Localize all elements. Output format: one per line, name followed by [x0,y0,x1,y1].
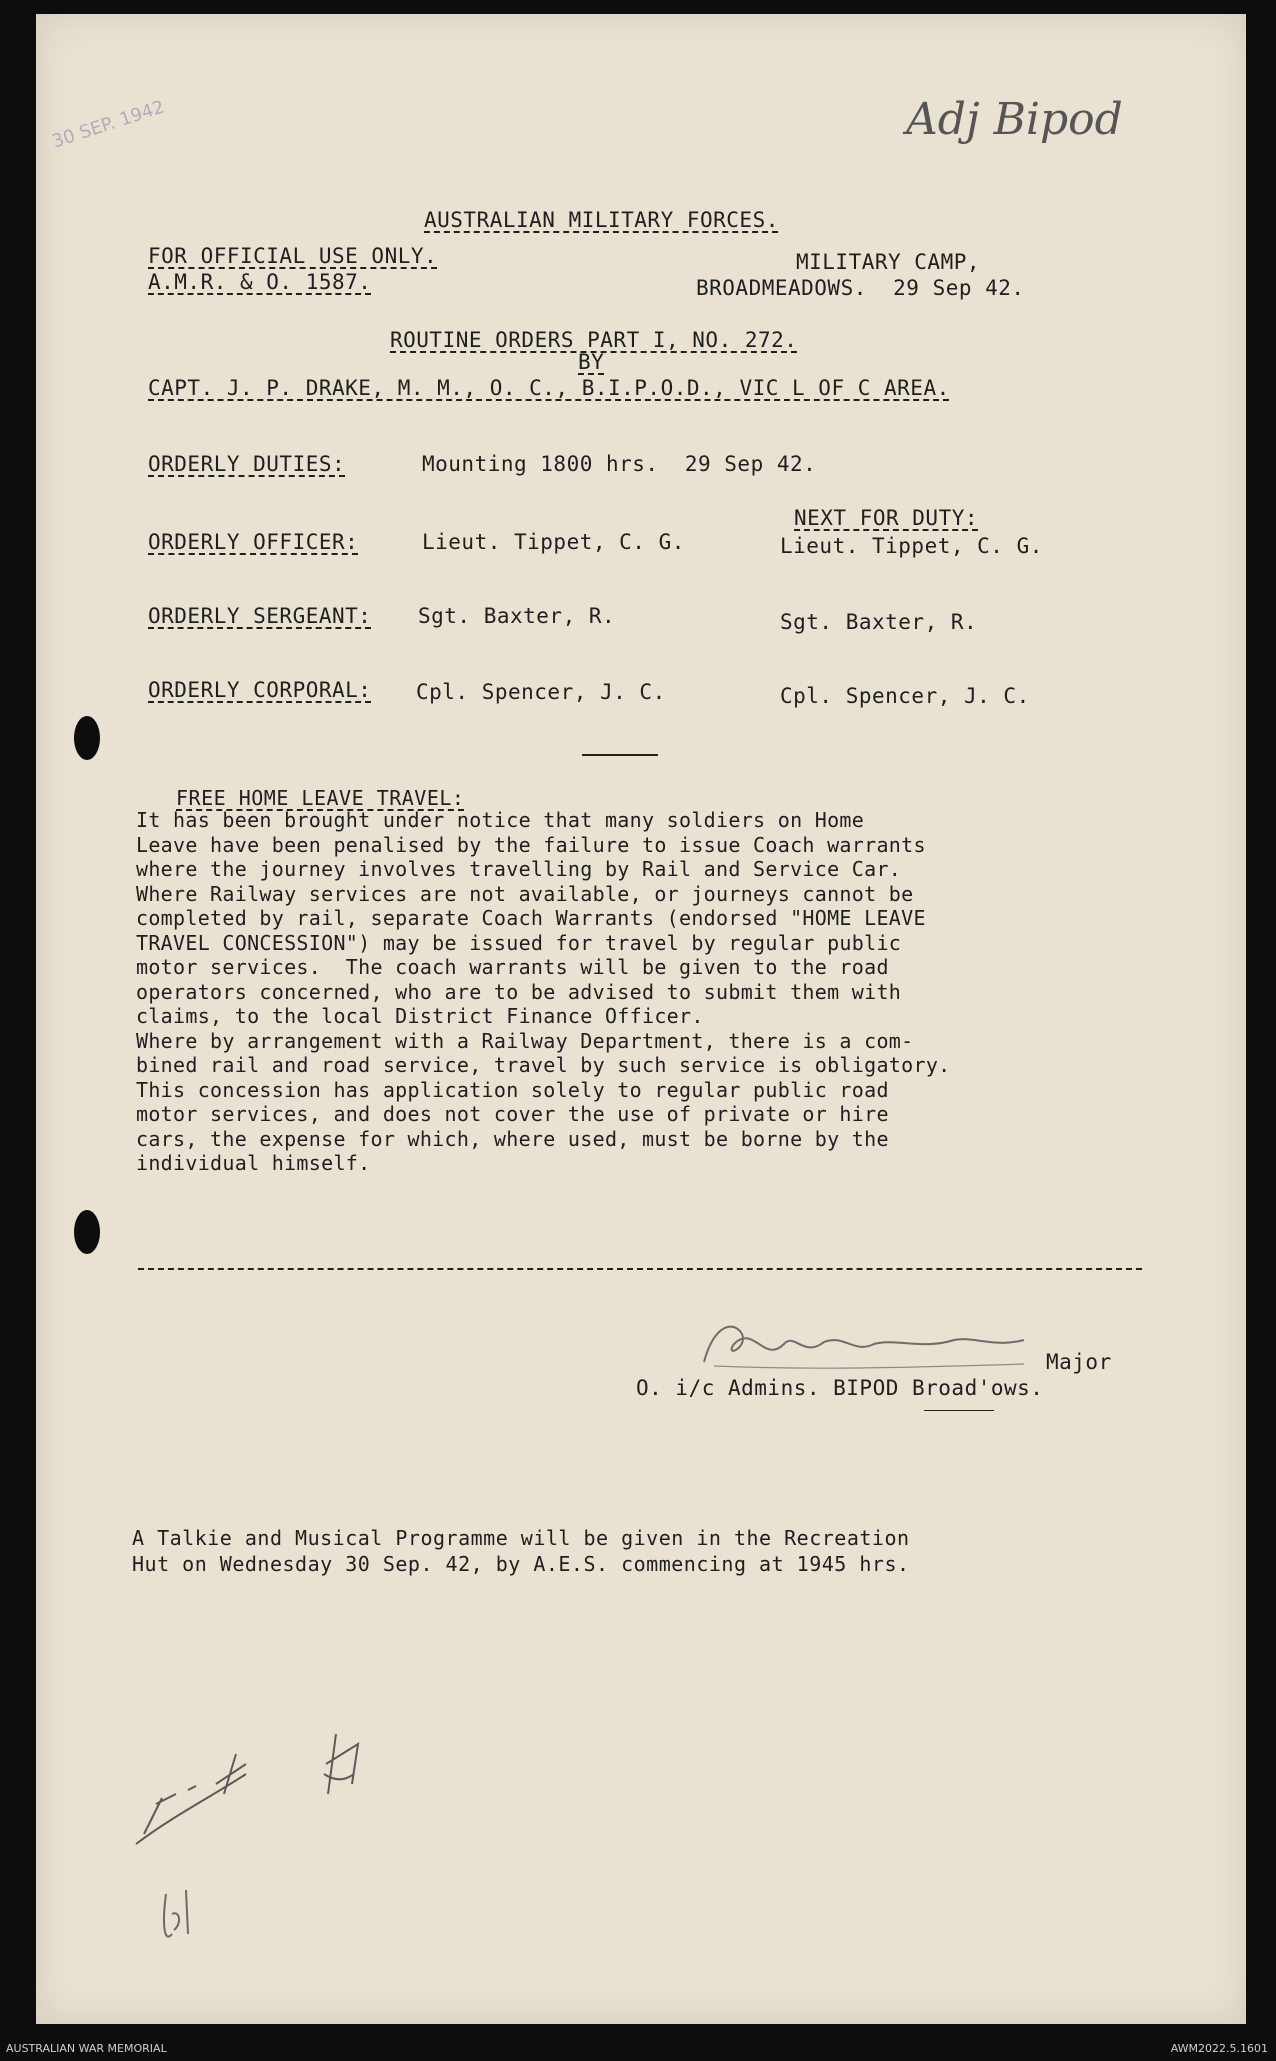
signature-title: O. i/c Admins. BIPOD Broad'ows. [636,1376,1044,1400]
duties-mounting: Mounting 1800 hrs. 29 Sep 42. [422,452,817,476]
travel-heading: FREE HOME LEAVE TRAVEL: [176,786,465,810]
orders-title: ROUTINE ORDERS PART I, NO. 272. [390,328,798,352]
travel-line: bined rail and road service, travel by such service is obligatory. [136,1053,951,1077]
orderly-officer-current: Lieut. Tippet, C. G. [422,530,685,554]
notice-line-2: Hut on Wednesday 30 Sep. 42, by A.E.S. commencing at 1945 hrs. [132,1552,910,1576]
notice-line-1: A Talkie and Musical Programme will be given in the Recreation [132,1526,910,1550]
archive-reference: AWM2022.5.1601 [1170,2042,1268,2055]
orderly-sergeant-next: Sgt. Baxter, R. [780,610,978,634]
camp-name: MILITARY CAMP, [796,250,981,274]
travel-line: TRAVEL CONCESSION") may be issued for travel by regular public [136,930,902,955]
travel-line: claims, to the local District Finance Officer. [136,1004,704,1028]
archive-credit: AUSTRALIAN WAR MEMORIAL [6,2042,167,2055]
travel-line: where the journey involves travelling by Rail and Service Car. [136,857,902,881]
issuing-officer: CAPT. J. P. DRAKE, M. M., O. C., B.I.P.O.D., VIC L OF C AREA. [148,376,950,400]
orderly-officer-label: ORDERLY OFFICER: [148,530,359,554]
travel-line: It has been brought under notice that many soldiers on Home [136,808,865,832]
place-date: BROADMEADOWS. 29 Sep 42. [696,276,1025,300]
travel-line: motor services. The coach warrants will be given to the road [136,955,889,979]
signature-rule [138,1268,1142,1270]
travel-line: individual himself. [136,1151,371,1175]
duties-label: ORDERLY DUTIES: [148,452,346,476]
travel-line: completed by rail, separate Coach Warrants (endorsed "HOME LEAVE [136,906,926,930]
forces-heading: AUSTRALIAN MILITARY FORCES. [424,208,779,232]
travel-line: cars, the expense for which, where used, must be borne by the [136,1126,889,1151]
handwritten-annotation: Adj Bipod [906,94,1123,145]
section-divider [582,754,658,756]
handwritten-initials [96,1694,396,1954]
orderly-corporal-next: Cpl. Spencer, J. C. [780,684,1030,708]
by-line: BY [578,350,605,374]
orderly-officer-next: Lieut. Tippet, C. G. [780,534,1043,558]
title-underline [924,1410,994,1411]
orderly-corporal-current: Cpl. Spencer, J. C. [416,680,666,704]
amr-reference: A.M.R. & O. 1587. [148,270,372,294]
document-page [36,14,1246,2024]
travel-line: This concession has application solely to regular public road [136,1077,889,1102]
official-use-line: FOR OFFICIAL USE ONLY. [148,244,438,268]
date-stamp: 30 SEP. 1942 [49,96,168,153]
punch-hole-top [74,716,100,760]
travel-paragraph [136,808,1156,1176]
travel-line: motor services, and does not cover the use of private or hire [136,1102,889,1126]
signature-rank: Major [1046,1350,1112,1374]
orderly-sergeant-current: Sgt. Baxter, R. [418,604,616,628]
travel-line: Leave have been penalised by the failure to issue Coach warrants [136,832,926,857]
travel-line: operators concerned, who are to be advised to submit them with [136,979,902,1004]
orderly-corporal-label: ORDERLY CORPORAL: [148,678,372,702]
punch-hole-bottom [74,1210,100,1254]
orderly-sergeant-label: ORDERLY SERGEANT: [148,604,372,628]
travel-line: Where Railway services are not available, or journeys cannot be [136,881,914,906]
next-for-duty-label: NEXT FOR DUTY: [794,506,979,530]
travel-line: Where by arrangement with a Railway Department, there is a com- [136,1028,914,1053]
